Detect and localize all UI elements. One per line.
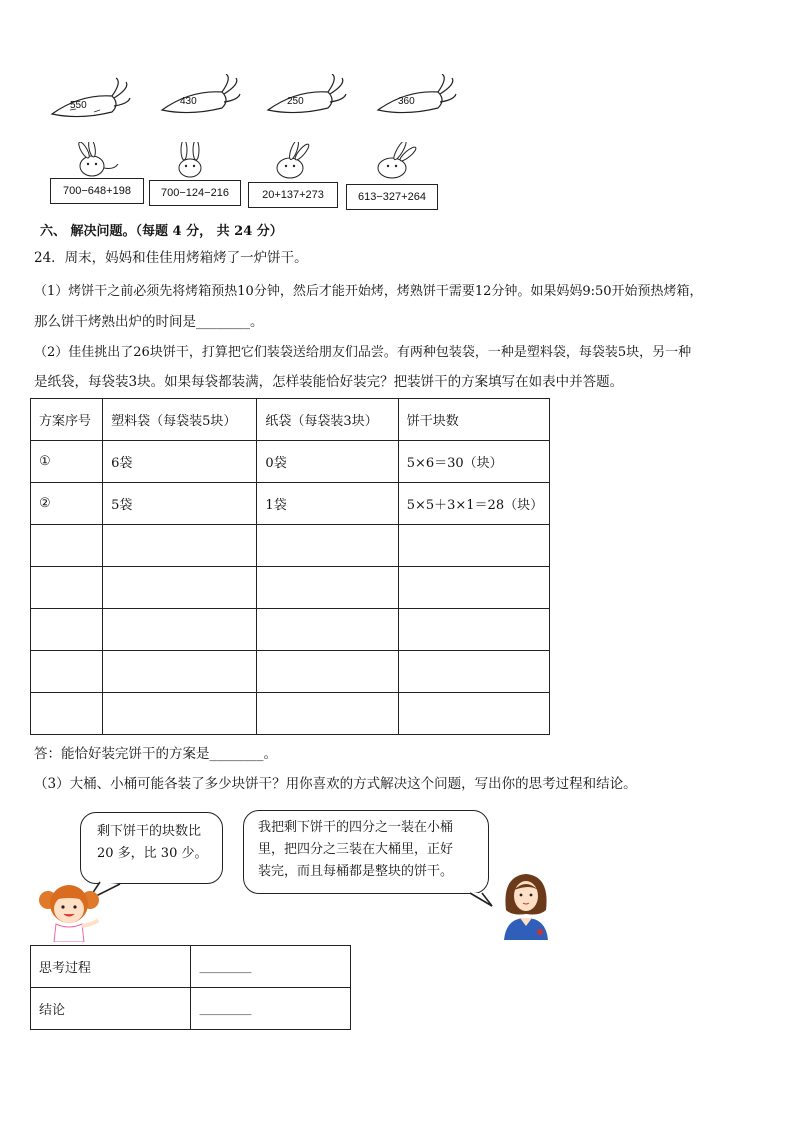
rabbit-expression: 700−648+198 — [50, 178, 144, 204]
part1-line1: （1）烤饼干之前必须先将烤箱预热10分钟，然后才能开始烤，烤熟饼干需要12分钟。如果妈妈9:50开始预热烤箱， — [34, 284, 703, 299]
bubble-line: 装完，而且每桶都是整块的饼干。 — [258, 864, 454, 879]
conclusion-blank[interactable]: ________ — [191, 988, 351, 1030]
table-cell: ① — [31, 441, 103, 483]
answer-table — [30, 945, 351, 1030]
answer-line: 答：能恰好装完饼干的方案是________。 — [34, 746, 277, 762]
part2-line1: （2）佳佳挑出了26块饼干，打算把它们装袋送给朋友们品尝。有两种包装袋，一种是塑料袋，每袋装5块，另一种 — [34, 345, 692, 360]
conclusion-label: 结论 — [31, 988, 191, 1030]
rabbit-expression: 20+137+273 — [248, 182, 338, 208]
bubble-line: 里，把四分之三装在大桶里，正好 — [258, 842, 454, 857]
carrot-value: 360 — [398, 96, 415, 107]
header-cell: 饼干块数 — [398, 399, 549, 441]
table-cell: 6袋 — [103, 441, 257, 483]
woman-avatar-icon — [496, 870, 556, 940]
section-heading: 六、 解决问题。（每题 4 分， 共 24 分） — [40, 224, 283, 239]
part2-line2: 是纸袋，每袋装3块。如果每袋都装满，怎样装能恰好装完？把装饼干的方案填写在如表中并答题。 — [34, 374, 624, 390]
part3-question: （3）大桶、小桶可能各装了多少块饼干？用你喜欢的方式解决这个问题，写出你的思考过程和结论。 — [34, 776, 637, 792]
table-cell: 5×5＋3×1＝28（块） — [398, 483, 549, 525]
bubble-line: 剩下饼干的块数比 — [97, 824, 202, 839]
table-cell: 5×6＝30（块） — [398, 441, 549, 483]
thinking-process-label: 思考过程 — [31, 946, 191, 988]
bubble-line: 20 多，比 30 少。 — [97, 846, 208, 861]
question-intro: 24．周末，妈妈和佳佳用烤箱烤了一炉饼干。 — [34, 250, 308, 266]
table-row — [31, 988, 351, 1030]
bubble-line: 我把剩下饼干的四分之一装在小桶 — [258, 820, 454, 835]
carrot-value: 550 — [70, 100, 87, 111]
thinking-process-blank[interactable]: ________ — [191, 946, 351, 988]
header-cell: 塑料袋（每袋装5块） — [103, 399, 257, 441]
carrot-value: 250 — [287, 96, 304, 107]
table-row — [31, 946, 351, 988]
table-cell: ② — [31, 483, 103, 525]
header-cell: 纸袋（每袋装3块） — [257, 399, 398, 441]
rabbit-expression: 700−124−216 — [149, 180, 241, 206]
part1-line2: 那么饼干烤熟出炉的时间是________。 — [34, 314, 264, 330]
table-cell: 1袋 — [257, 483, 398, 525]
table-cell: 0袋 — [257, 441, 398, 483]
rabbit-expression: 613−327+264 — [346, 184, 438, 210]
girl-avatar-icon — [36, 880, 102, 942]
carrot-value: 430 — [180, 96, 197, 107]
table-cell: 5袋 — [103, 483, 257, 525]
header-cell: 方案序号 — [31, 399, 103, 441]
